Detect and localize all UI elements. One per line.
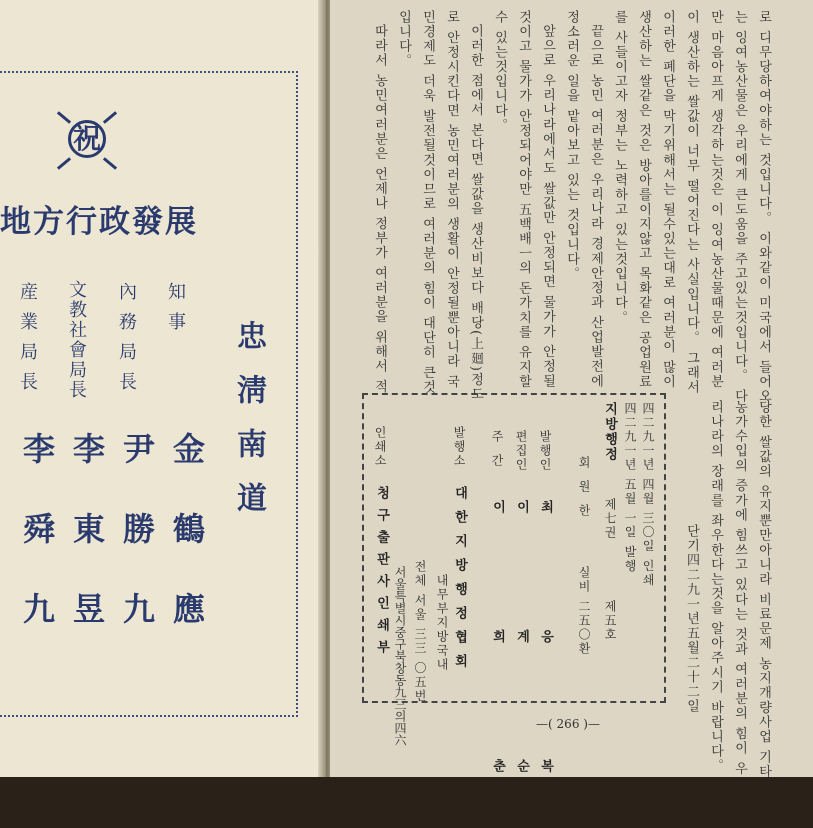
- body-column: 당한 쌀값의 유지뿐만아니라 비료문제 농지개량사업 기타: [756, 400, 771, 780]
- manager-label: 주간: [490, 430, 504, 478]
- phone-number: 전체 서울 三三 〇五번: [413, 560, 427, 704]
- page-number: —( 266 )—: [536, 717, 600, 731]
- body-column: 농가수입의 증가에 힘쓰고 있다는 것과 여러분의 힘이 우: [732, 400, 747, 776]
- issue-number: 제五호: [603, 600, 617, 642]
- editor-label: 편집인: [514, 430, 528, 472]
- body-column: 생산하는 쌀같은 것은 방아를이지않고 목화같은 공업원료: [636, 10, 651, 390]
- publisher-name: 최 응 복: [538, 500, 553, 828]
- publisher-label: 발행인: [538, 430, 552, 472]
- body-column: 만 마음아프게 생각하는것은 이 잉여농산물때문에 여러분: [708, 10, 723, 390]
- body-column: 앞으로 우리나라에서도 쌀값만 안정되면 물가가 안정될: [540, 24, 555, 389]
- official-title-governor: 知事: [165, 282, 186, 342]
- province-name: 忠淸南道: [231, 320, 266, 536]
- body-column: 로 안정시킨다면 농민여러분의 생활이 안정될뿐아니라 국: [444, 10, 459, 390]
- price: 실비 二五〇환: [577, 566, 591, 656]
- official-name-education: 李東昱: [68, 432, 106, 672]
- body-column: 수 있는것입니다。: [492, 10, 507, 133]
- body-column: 것이고 물가가 안정되어야만 五백배ㅡ의 돈가치를 유지할: [516, 10, 531, 390]
- body-column: 따라서 농민여러분은 언제나 정부가 여러분을 위해서 적: [372, 24, 387, 395]
- printer-name: 청구출판사인쇄부: [374, 486, 389, 662]
- official-title-industry: 産業局長: [17, 282, 38, 402]
- printer-label: 인쇄소: [373, 426, 387, 468]
- ad-headline: 地方行政發展: [0, 204, 198, 240]
- official-name-interior: 尹勝九: [118, 432, 156, 672]
- date-line: 단기四二九一년五월二十二일: [684, 524, 699, 714]
- publishing-org-label: 발행소: [452, 426, 466, 468]
- body-column: 정소러운 일을 맡아보고 있는 것입니다。: [564, 10, 579, 282]
- body-column: 리나라의 장래를 좌우한다는것을 알아주시기 바랍니다。: [708, 400, 723, 774]
- body-column: 로 디무당하여야하는 것입니다。 이와같이 미국에서 들어오: [756, 10, 771, 404]
- body-column: 입니다。: [396, 10, 411, 69]
- volume-number: 제七권: [603, 498, 617, 540]
- body-column: 이러한 점에서 본다면 쌀값을 생산비보다 배당(上廻)정도: [468, 24, 483, 402]
- editor-name: 이 계 순: [514, 500, 529, 828]
- body-column: 이러한 폐단을 막기위해서는 될수있는대로 여러분이 많이: [660, 10, 675, 390]
- body-column: 는 잉여농산물은 우리에게 큰도움을 주고있는것입니다。 다: [732, 10, 747, 404]
- left-page: [0, 0, 322, 777]
- official-title-interior: 內務局長: [116, 282, 137, 402]
- official-name-industry: 李舜九: [18, 432, 56, 672]
- printer-address: 서울특별시중구북창동九三의四六: [393, 566, 407, 746]
- badge-character: 祝: [72, 122, 101, 155]
- body-column: 민경제도 더욱 발전될것이므로 여러분의 힘이 대단히 큰것: [420, 10, 435, 395]
- issue-date: 四二九一년 五월 一일 발행: [623, 402, 637, 574]
- congratulation-badge: [58, 110, 118, 170]
- print-date: 四二九一년 四월 三〇일 인쇄: [641, 402, 655, 588]
- monthly-label: 회원한: [577, 456, 591, 528]
- official-title-education: 文教社會局長: [66, 280, 87, 400]
- publishing-org-name: 대한지방행정협회: [452, 486, 467, 678]
- office-location: 내무부지방국내: [435, 574, 449, 672]
- publication-title: 지방행정: [602, 402, 617, 462]
- body-column: 를 사들이고자 정부는 노력하고 있는것입니다。: [612, 10, 627, 325]
- official-name-governor: 金鶴應: [168, 432, 206, 672]
- manager-name: 이 희 춘: [490, 500, 505, 828]
- body-column: 이 생산하는 쌀값이 너무 떨어진다는 사실입니다。 그래서: [684, 10, 699, 395]
- body-column: 끝으로 농민 여러분은 우리나라 경제안정과 산업발전에: [588, 24, 603, 389]
